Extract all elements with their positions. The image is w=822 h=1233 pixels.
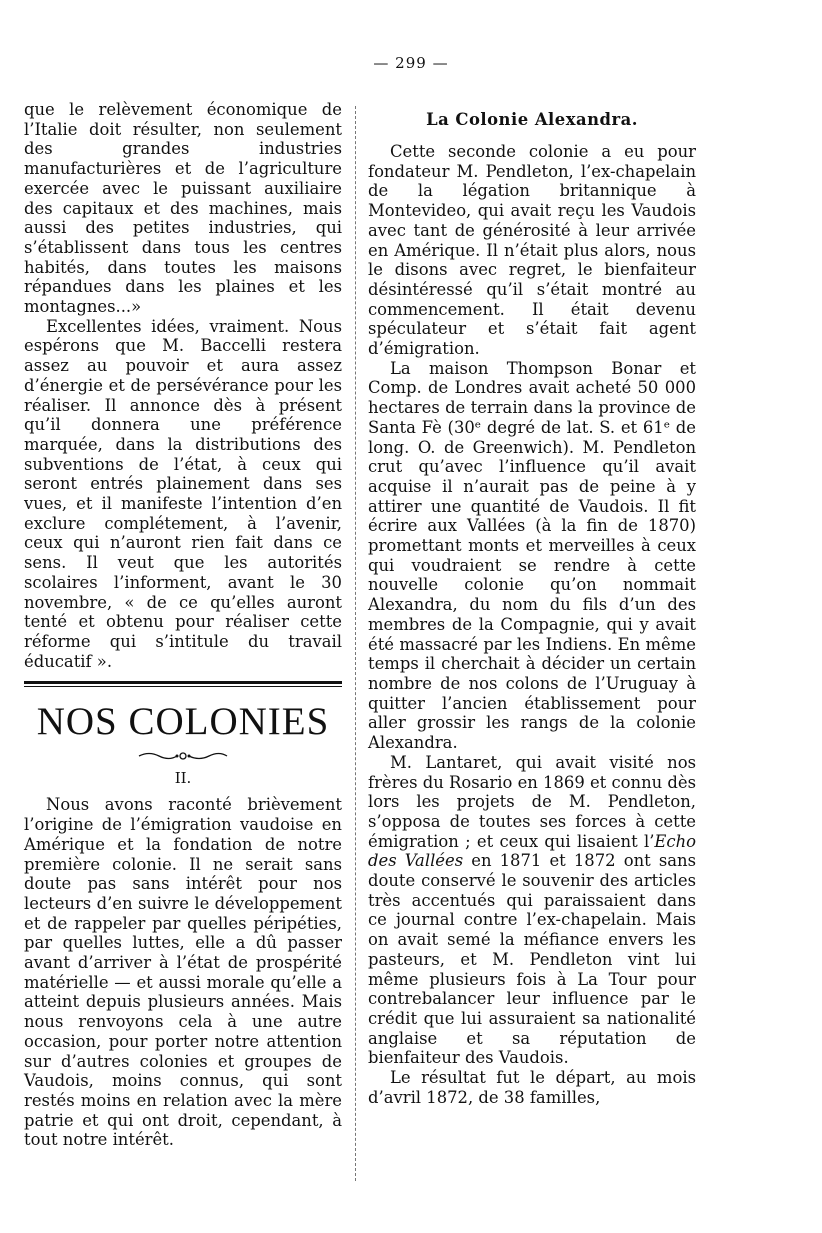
paragraph: que le relèvement économique de l’Italie doit résulter, non seulement des grandes industries manufacturières et de l’agriculture exercée avec le puissant auxiliaire des capitaux et des machines, mais aussi des petites industries, qui s’établissent dans tous les centres habités, dans toutes les maisons répandues dans les plaines et les montagnes...»	[24, 100, 342, 317]
paragraph: Nous avons raconté brièvement l’origine de l’émigration vaudoise en Amérique et la fondation de notre première colonie. Il ne serait sans doute pas sans intérêt pour nos lecteurs d’en suivre le développement et de rappeler par quelles péripéties, par quelles luttes, elle a dû passer avant d’arriver à l’état de prospérité matérielle — et aussi morale qu’elle a atteint depuis plusieurs années. Mais nous renvoyons cela à une autre occasion, pour porter notre attention sur d’autres colonies et groupes de Vaudois, moins connus, qui sont restés moins en relation avec la mère patrie et qui ont droit, cependant, à tout notre intérêt.	[24, 795, 342, 1150]
paragraph-text: M. Lantaret, qui avait visité nos frères du Rosario en 1869 et connu dès lors les projets de M. Pendleton, s’opposa de toutes ses forces à cette émigration ; et ceux qui lisaient l’	[368, 752, 696, 851]
article-heading: La Colonie Alexandra.	[426, 110, 638, 129]
section-divider	[24, 681, 342, 687]
paragraph: Le résultat fut le départ, au mois d’avril 1872, de 38 familles,	[368, 1068, 696, 1107]
paragraph-text: en 1871 et 1872 ont sans doute conservé le souvenir des articles très accentués qui paraissaient dans ce journal contre l’ex-chapelain. Mais on avait semé la méfiance envers les pasteurs, et M. Pendleton vint lui même plusieurs fois à La Tour pour contrebalancer leur influence par le crédit que lui assuraient sa nationalité anglaise et sa réputation de bienfaiteur des Vaudois.	[368, 851, 696, 1068]
page-number: — 299 —	[373, 54, 449, 72]
right-column	[368, 100, 696, 1107]
paragraph: La maison Thompson Bonar et Comp. de Londres avait acheté 50 000 hectares de terrain dans la province de Santa Fè (30ᵉ degré de lat. S. et 61ᵉ de long. O. de Greenwich). M. Pendleton crut qu’avec l’influence qu’il avait acquise il n’aurait pas de peine à y attirer une quantité de Vaudois. Il fit écrire aux Vallées (à la fin de 1870) promettant monts et merveilles à ceux qui voudraient se rendre à cette nouvelle colonie qu’on nommait Alexandra, du nom du fils d’un des membres de la Compagnie, qui y avait été massacré par les Indiens. En même temps il cherchait à décider un certain nombre de nos colons de l’Uruguay à quitter l’ancien établissement pour aller grossir les rangs de la colonie Alexandra.	[368, 358, 696, 753]
journal-title: Echo des Vallées	[368, 831, 696, 871]
ornament-icon	[137, 749, 229, 763]
paragraph: Cette seconde colonie a eu pour fondateur M. Pendleton, l’ex-chapelain de la légation britannique à Montevideo, qui avait reçu les Vaudois avec tant de générosité à leur arrivée en Amérique. Il n’était plus alors, nous le disons avec regret, le bienfaiteur désintéressé qu’il s’était montré au commencement. Il était devenu spéculateur et s’était fait agent d’émigration.	[368, 142, 696, 359]
paragraph: Excellentes idées, vraiment. Nous espérons que M. Baccelli restera assez au pouvoir et aura assez d’énergie et de persévérance pour les réaliser. Il annonce dès à présent qu’il donnera une préférence marquée, dans la distributions des subventions de l’état, à ceux qui seront entrés plainement dans ses vues, et il manifeste l’intention d’en exclure complétement, à l’avenir, ceux qui n’auront rien fait dans ce sens. Il veut que les autorités scolaires l’informent, avant le 30 novembre, « de ce qu’elles auront tenté et obtenu pour réaliser cette réforme qui s’intitule du travail éducatif ».	[24, 316, 342, 671]
section-number: II.	[174, 769, 192, 788]
section-title: NOS COLONIES	[36, 700, 330, 744]
left-column	[24, 100, 342, 1150]
column-divider	[355, 106, 356, 1181]
paragraph	[368, 753, 696, 1068]
